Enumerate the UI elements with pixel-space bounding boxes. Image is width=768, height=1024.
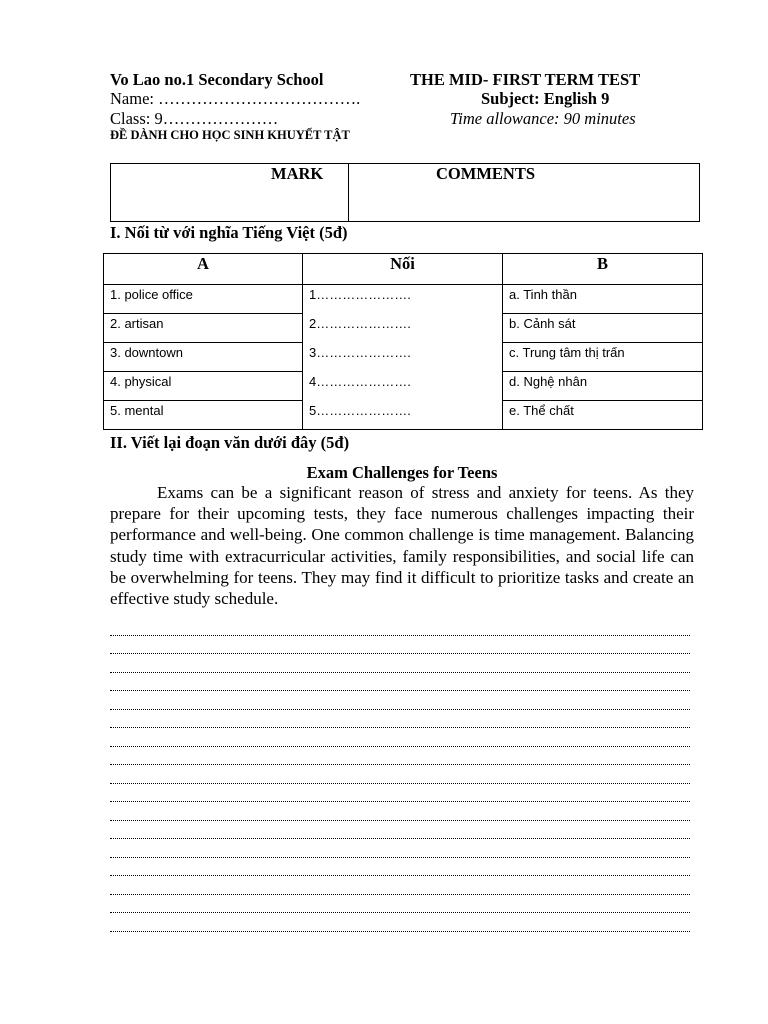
- table-row: [104, 401, 703, 430]
- answer-line[interactable]: [110, 710, 690, 729]
- passage-text: Exams can be a significant reason of stress and anxiety for teens. As they prepare for their upcoming tests, they face numerous challenges impacting their performance and well-being. One common challenge is time management. Balancing study time with extracurricular activities, family responsibilities, and social life can be overwhelming for teens. They may find it difficult to prioritize tasks and create an effective study schedule.: [110, 483, 694, 609]
- table-row: [104, 285, 703, 314]
- table-row: [104, 372, 703, 401]
- answer-line[interactable]: [110, 839, 690, 858]
- meaning-b: a. Tinh thần: [503, 285, 703, 314]
- answer-line[interactable]: [110, 636, 690, 655]
- word-a: 5. mental: [104, 401, 303, 430]
- answer-line[interactable]: [110, 765, 690, 784]
- match-blank[interactable]: 4………………….: [303, 372, 503, 401]
- table-row: [104, 314, 703, 343]
- meaning-b: d. Nghệ nhân: [503, 372, 703, 401]
- column-noi-header: Nối: [303, 254, 503, 285]
- special-note: ĐỀ DÀNH CHO HỌC SINH KHUYẾT TẬT: [110, 128, 350, 142]
- school-name: Vo Lao no.1 Secondary School: [110, 70, 324, 89]
- answer-line[interactable]: [110, 617, 690, 636]
- answer-line[interactable]: [110, 654, 690, 673]
- meaning-b: e. Thể chất: [503, 401, 703, 430]
- answer-line[interactable]: [110, 784, 690, 803]
- word-a: 4. physical: [104, 372, 303, 401]
- subject-line: Subject: English 9: [481, 89, 610, 108]
- column-b-header: B: [503, 254, 703, 285]
- match-blank[interactable]: 3………………….: [303, 343, 503, 372]
- answer-line[interactable]: [110, 673, 690, 692]
- comments-label: COMMENTS: [436, 164, 535, 183]
- time-allowance: Time allowance: 90 minutes: [450, 109, 636, 128]
- answer-lines: [110, 617, 690, 932]
- answer-line[interactable]: [110, 747, 690, 766]
- word-a: 1. police office: [104, 285, 303, 314]
- answer-line[interactable]: [110, 876, 690, 895]
- meaning-b: c. Trung tâm thị trấn: [503, 343, 703, 372]
- match-blank[interactable]: 5………………….: [303, 401, 503, 430]
- answer-line[interactable]: [110, 895, 690, 914]
- name-line: Name: ……………………………….: [110, 89, 361, 108]
- passage: [110, 482, 694, 609]
- answer-line[interactable]: [110, 802, 690, 821]
- answer-line[interactable]: [110, 913, 690, 932]
- matching-table: [103, 253, 703, 430]
- word-a: 3. downtown: [104, 343, 303, 372]
- word-a: 2. artisan: [104, 314, 303, 343]
- mark-comments-box: [110, 163, 700, 222]
- answer-line[interactable]: [110, 821, 690, 840]
- class-line: Class: 9…………………: [110, 109, 279, 128]
- answer-line[interactable]: [110, 728, 690, 747]
- answer-line[interactable]: [110, 691, 690, 710]
- section1-title: I. Nối từ với nghĩa Tiếng Việt (5đ): [110, 223, 348, 242]
- test-title: THE MID- FIRST TERM TEST: [410, 70, 641, 89]
- table-row: [104, 343, 703, 372]
- answer-line[interactable]: [110, 858, 690, 877]
- match-blank[interactable]: 1………………….: [303, 285, 503, 314]
- section2-title: II. Viết lại đoạn văn dưới đây (5đ): [110, 433, 350, 452]
- box-divider: [348, 164, 349, 221]
- passage-title: Exam Challenges for Teens: [306, 463, 498, 482]
- column-a-header: A: [104, 254, 303, 285]
- meaning-b: b. Cảnh sát: [503, 314, 703, 343]
- match-blank[interactable]: 2………………….: [303, 314, 503, 343]
- mark-label: MARK: [271, 164, 324, 183]
